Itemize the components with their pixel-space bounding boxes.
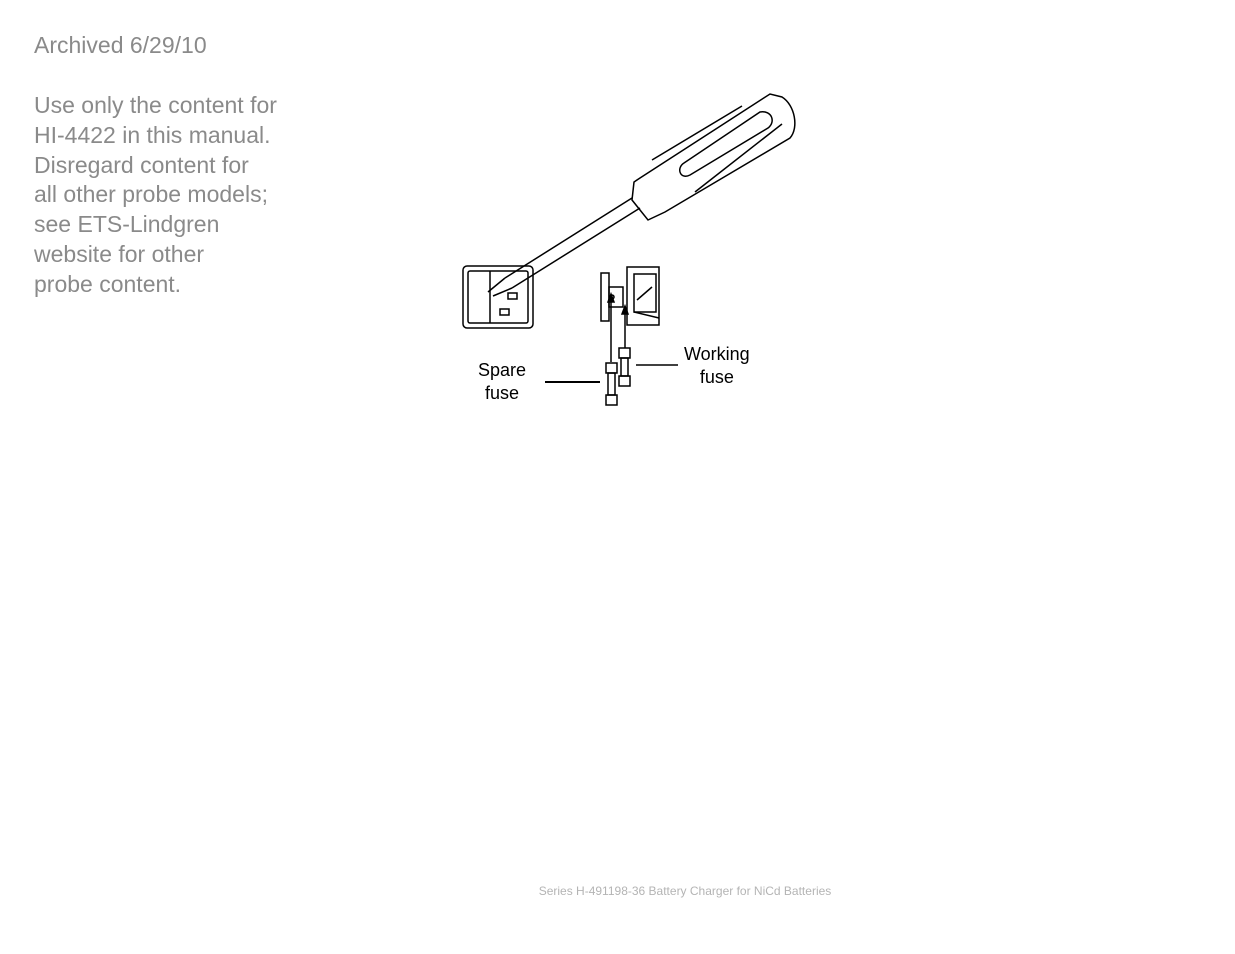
power-entry-module: [463, 266, 533, 328]
fuse-replacement-illustration: [440, 80, 800, 420]
working-fuse: [619, 348, 630, 386]
working-fuse-label: Working fuse: [684, 344, 750, 387]
archive-stamp: Archived 6/29/10: [34, 32, 207, 58]
notice-line: HI-4422 in this manual.: [34, 121, 271, 148]
screwdriver-shaft: [488, 198, 640, 296]
page-footer: Series H-491198-36 Battery Charger for NiCd Batteries: [538, 884, 832, 898]
notice-line: all other probe models;: [34, 181, 268, 208]
spare-fuse-label: Spare fuse: [478, 360, 527, 403]
notice-text: [34, 91, 277, 300]
notice-line: see ETS-Lindgren: [34, 211, 220, 238]
notice-line: probe content.: [34, 270, 182, 297]
notice-line: website for other: [34, 240, 205, 267]
notice-line: Use only the content for: [34, 92, 277, 118]
screwdriver-handle: [632, 94, 795, 220]
spare-fuse: [606, 363, 617, 405]
insertion-arrows: [608, 294, 628, 362]
notice-line: Disregard content for: [34, 151, 249, 178]
